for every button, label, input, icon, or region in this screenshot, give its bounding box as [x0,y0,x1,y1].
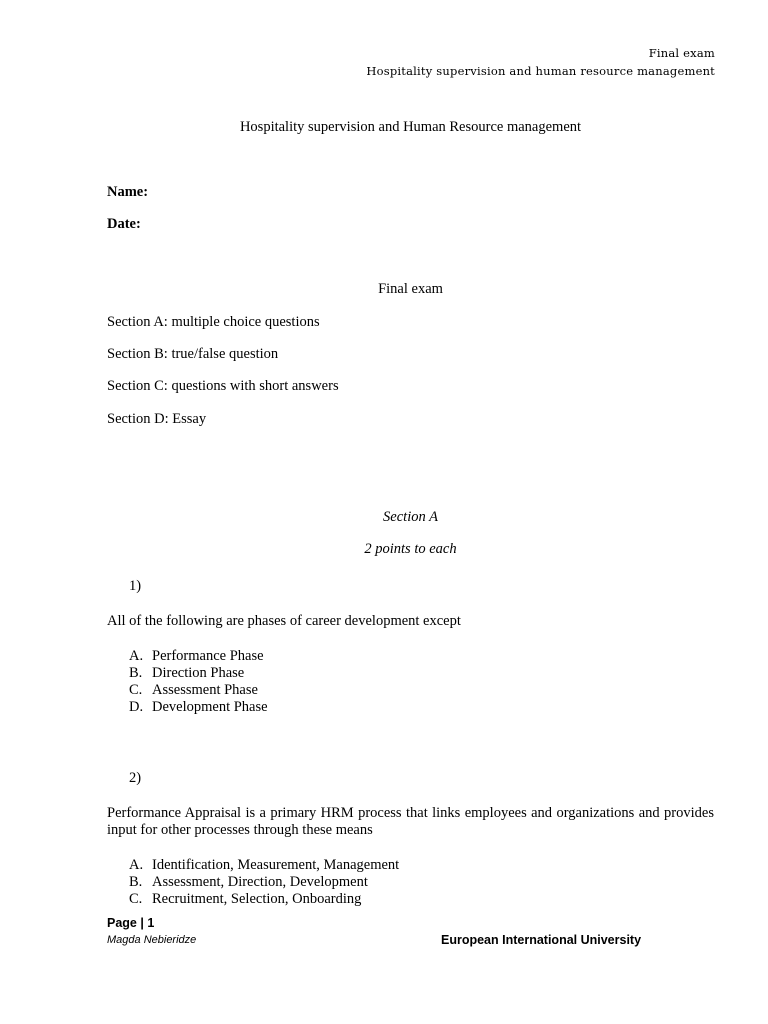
answer-option [129,665,268,682]
answer-option [129,857,399,874]
option-letter: B. [129,665,143,681]
header-exam-label: Final exam [648,46,715,60]
answer-option [129,648,268,665]
name-label: Name: [107,184,149,200]
page-number: Page | 1 [107,916,155,930]
option-letter: A. [129,648,144,664]
section-list-item: Section D: Essay [107,411,207,427]
option-text: Direction Phase [152,665,245,681]
question-text: Performance Appraisal is a primary HRM process that links employees and organizations and provides input for other processes through these means [107,805,714,838]
university-name: European International University [441,933,642,947]
section-a-points: 2 points to each [364,541,457,557]
option-letter: B. [129,874,143,890]
option-letter: D. [129,699,144,715]
exam-title: Final exam [378,281,443,297]
question-number: 2) [129,770,142,786]
date-label: Date: [107,216,141,232]
option-text: Identification, Measurement, Management [152,857,400,873]
answer-options [129,857,399,908]
option-letter: A. [129,857,144,873]
section-list-item: Section C: questions with short answers [107,378,339,394]
answer-option [129,874,399,891]
answer-option [129,891,399,908]
section-a-heading: Section A [383,509,438,525]
answer-options [129,648,268,716]
option-letter: C. [129,682,143,698]
section-list-item: Section B: true/false question [107,346,279,362]
option-text: Assessment Phase [152,682,258,698]
option-text: Assessment, Direction, Development [152,874,368,890]
option-text: Performance Phase [152,648,264,664]
option-letter: C. [129,891,143,907]
answer-option [129,682,268,699]
running-header [366,44,715,80]
answer-option [129,699,268,716]
document-title: Hospitality supervision and Human Resource management [239,119,582,135]
header-course-label: Hospitality supervision and human resource management [366,64,715,78]
question-text: All of the following are phases of career development except [107,613,461,629]
question-number: 1) [129,578,142,594]
author-name: Magda Nebieridze [107,934,197,946]
section-list-item: Section A: multiple choice questions [107,314,320,330]
option-text: Development Phase [152,699,268,715]
option-text: Recruitment, Selection, Onboarding [152,891,362,907]
